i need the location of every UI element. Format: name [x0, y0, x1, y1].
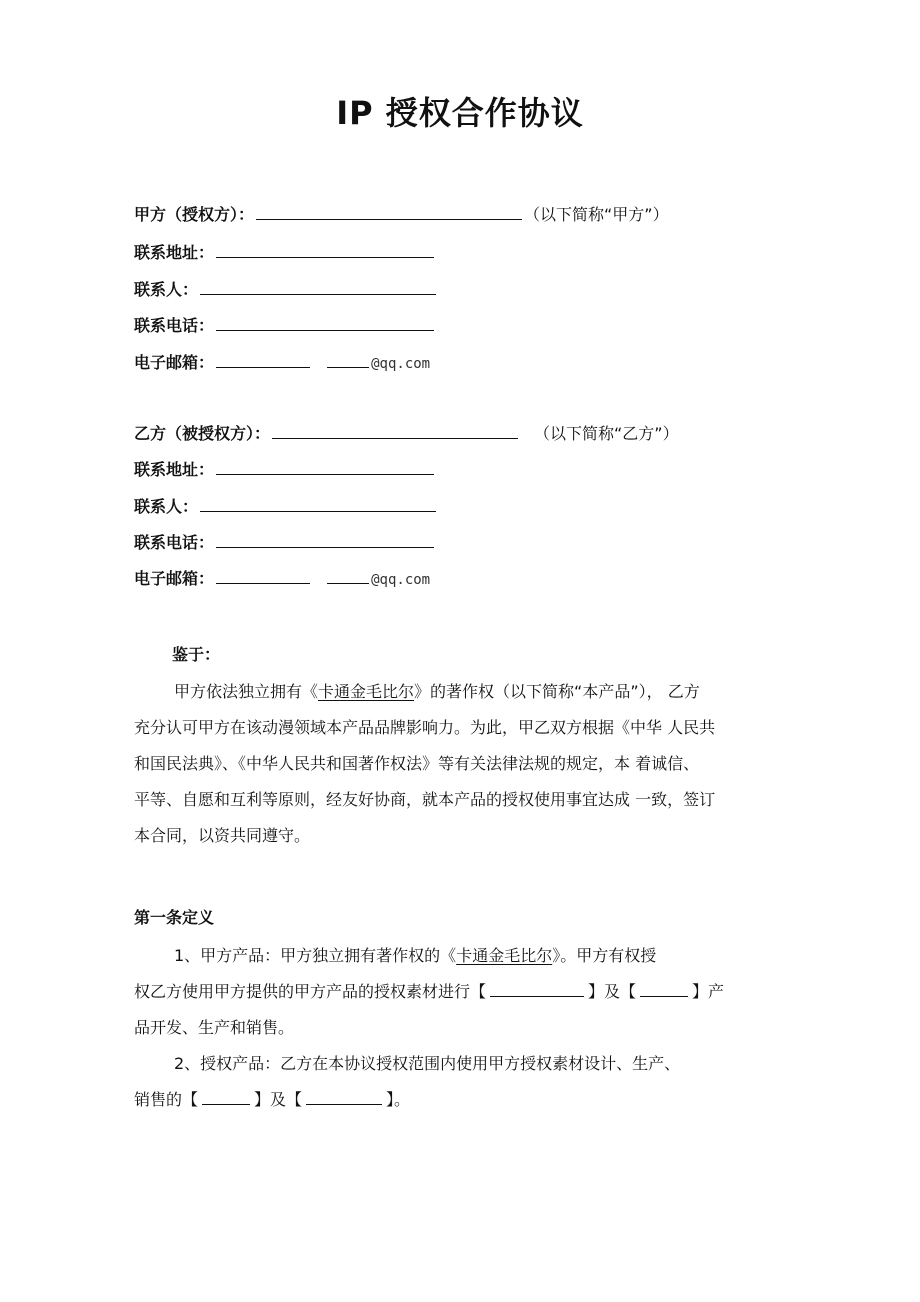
licensed-product-blank-2[interactable] — [306, 1090, 382, 1105]
definition-item-2-line-1: 2、授权产品：乙方在本协议授权范围内使用甲方授权素材设计、生产、 — [174, 1054, 681, 1073]
party-b-email-label: 电子邮箱： — [134, 569, 215, 588]
definition-text: 1、甲方产品：甲方独立拥有著作权的《 — [174, 946, 457, 965]
party-b-phone-blank[interactable] — [216, 533, 434, 548]
party-b-email-blank-1[interactable] — [216, 569, 310, 584]
party-b-contact-row — [134, 497, 438, 517]
party-a-contact-row — [134, 280, 438, 300]
article-1-body — [134, 938, 784, 1118]
whereas-line-4: 平等、自愿和互利等原则，经友好协商，就本产品的授权使用事宜达成 一致，签订 — [134, 790, 716, 809]
definition-text: 销售的【 — [134, 1090, 199, 1109]
product-type-blank-1[interactable] — [490, 982, 584, 997]
definition-text: 》。甲方有权授 — [552, 946, 657, 965]
whereas-line-3: 和国民法典》、《中华人民共和国著作权法》等有关法律法规的规定，本 着诚信、 — [134, 754, 700, 773]
party-b-row — [134, 424, 679, 444]
definition-item-2-line-2 — [134, 1082, 784, 1118]
party-b-email-blank-2[interactable] — [327, 569, 369, 584]
party-a-phone-label: 联系电话： — [134, 316, 215, 335]
whereas-text: 》的著作权（以下简称“本产品”）， 乙方 — [414, 682, 700, 701]
document-title: IP 授权合作协议 — [336, 94, 584, 132]
article-1-heading: 第一条定义 — [134, 908, 215, 927]
party-b-phone-row — [134, 533, 436, 553]
party-b-phone-label: 联系电话： — [134, 533, 215, 552]
party-b-address-row — [134, 460, 436, 480]
definition-text: 】产 — [692, 982, 725, 1001]
definition-text: 】。 — [386, 1090, 411, 1109]
party-a-row — [134, 205, 669, 225]
party-a-contact-blank[interactable] — [200, 280, 436, 295]
licensed-product-blank-1[interactable] — [202, 1090, 250, 1105]
party-b-address-label: 联系地址： — [134, 460, 215, 479]
party-b-label: 乙方（被授权方）： — [134, 424, 271, 443]
party-a-email-row — [134, 353, 430, 374]
party-a-email-blank-1[interactable] — [216, 353, 310, 368]
article-1-heading-row — [134, 908, 214, 928]
party-a-phone-row — [134, 316, 436, 336]
party-a-alias: （以下简称“甲方”） — [524, 205, 669, 224]
product-name: 卡通金毛比尔 — [318, 682, 415, 701]
whereas-text: 甲方依法独立拥有《 — [174, 682, 319, 701]
party-a-address-label: 联系地址： — [134, 243, 215, 262]
party-b-email-row — [134, 569, 430, 590]
definition-item-1-line-3: 品开发、生产和销售。 — [134, 1018, 295, 1037]
party-a-address-blank[interactable] — [216, 243, 434, 258]
definition-item-1-line-2 — [134, 974, 784, 1010]
definition-text: 】及【 — [254, 1090, 303, 1109]
party-a-label: 甲方（授权方）： — [134, 205, 255, 224]
party-a-email-label: 电子邮箱： — [134, 353, 215, 372]
party-a-email-blank-2[interactable] — [327, 353, 369, 368]
whereas-paragraph — [134, 674, 784, 854]
product-type-blank-2[interactable] — [640, 982, 688, 997]
whereas-line-1 — [134, 674, 784, 710]
party-b-email-suffix: @qq.com — [371, 572, 431, 588]
party-a-name-blank[interactable] — [256, 205, 522, 220]
definition-text: 权乙方使用甲方提供的甲方产品的授权素材进行【 — [134, 982, 487, 1001]
whereas-heading-row — [172, 645, 220, 665]
party-a-address-row — [134, 243, 436, 263]
party-a-email-suffix: @qq.com — [371, 356, 431, 372]
party-b-alias: （以下简称“乙方”） — [534, 424, 679, 443]
party-a-contact-label: 联系人： — [134, 280, 199, 299]
whereas-line-2: 充分认可甲方在该动漫领域本产品品牌影响力。为此，甲乙双方根据《中华 人民共 — [134, 718, 716, 737]
whereas-line-5: 本合同，以资共同遵守。 — [134, 826, 311, 845]
definition-text: 】及【 — [588, 982, 637, 1001]
definition-item-1-line-1 — [134, 938, 784, 974]
product-name: 卡通金毛比尔 — [456, 946, 553, 965]
party-b-address-blank[interactable] — [216, 460, 434, 475]
party-b-contact-label: 联系人： — [134, 497, 199, 516]
whereas-heading: 鉴于： — [172, 645, 221, 664]
party-b-name-blank[interactable] — [272, 424, 518, 439]
party-a-phone-blank[interactable] — [216, 316, 434, 331]
party-b-contact-blank[interactable] — [200, 497, 436, 512]
